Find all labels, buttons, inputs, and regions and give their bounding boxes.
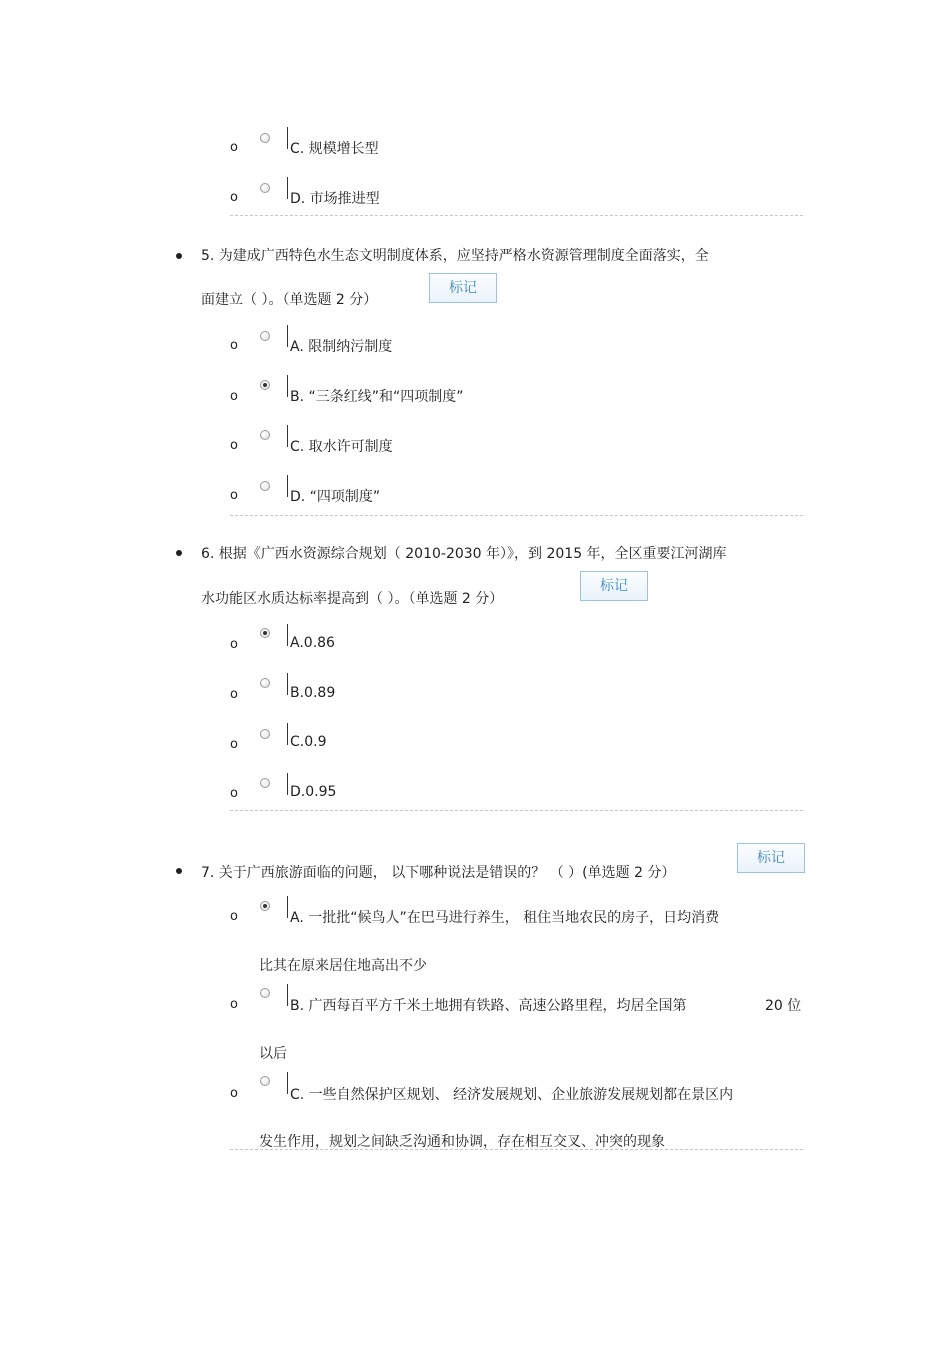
option-divider bbox=[287, 375, 288, 397]
q6-mark-button[interactable]: 标记 bbox=[580, 571, 648, 601]
sub-bullet: o bbox=[230, 1086, 238, 1101]
q7-option-a-label-cont: 比其在原来居住地高出不少 bbox=[259, 958, 427, 974]
option-divider bbox=[287, 673, 288, 695]
sub-bullet: o bbox=[230, 637, 238, 652]
q4-option-c-radio[interactable] bbox=[260, 133, 270, 143]
q5-text-line1: 5. 为建成广西特色水生态文明制度体系，应坚持严格水资源管理制度全面落实，全 bbox=[201, 248, 709, 264]
q5-option-c-label: C. 取水许可制度 bbox=[290, 439, 393, 455]
q5-text-line2: 面建立（ ）。（单选题 2 分） bbox=[201, 292, 378, 308]
q7-option-a-label: A. 一批批“候鸟人”在巴马进行养生， 租住当地农民的房子，日均消费 bbox=[290, 910, 720, 926]
q6-option-b-radio[interactable] bbox=[260, 678, 270, 688]
q5-option-b-label: B. “三条红线”和“四项制度” bbox=[290, 389, 464, 405]
sub-bullet: o bbox=[230, 997, 238, 1012]
option-divider bbox=[287, 1072, 288, 1094]
q6-text-line2: 水功能区水质达标率提高到（ ）。（单选题 2 分） bbox=[201, 591, 504, 607]
option-divider bbox=[287, 773, 288, 795]
q7-option-b-label-cont: 以后 bbox=[259, 1046, 287, 1062]
sub-bullet: o bbox=[230, 909, 238, 924]
q5-option-b-radio[interactable] bbox=[260, 380, 270, 390]
option-divider bbox=[287, 325, 288, 347]
option-divider bbox=[287, 984, 288, 1006]
sub-bullet: o bbox=[230, 190, 238, 205]
question-separator bbox=[230, 215, 803, 216]
q4-option-d-label: D. 市场推进型 bbox=[290, 191, 380, 207]
q6-option-d-label: D.0.95 bbox=[290, 784, 337, 800]
q6-option-c-radio[interactable] bbox=[260, 729, 270, 739]
q7-text-line1: 7. 关于广西旅游面临的问题， 以下哪种说法是错误的？ （ ）(单选题 2 分） bbox=[201, 865, 676, 881]
q4-option-d-radio[interactable] bbox=[260, 183, 270, 193]
q7-option-c-label-cont: 发生作用，规划之间缺乏沟通和协调，存在相互交叉、冲突的现象 bbox=[259, 1134, 665, 1150]
sub-bullet: o bbox=[230, 737, 238, 752]
sub-bullet: o bbox=[230, 438, 238, 453]
q5-option-d-label: D. “四项制度” bbox=[290, 489, 381, 505]
q6-option-d-radio[interactable] bbox=[260, 778, 270, 788]
question-bullet bbox=[176, 868, 182, 874]
question-separator bbox=[230, 515, 803, 516]
option-divider bbox=[287, 896, 288, 918]
option-divider bbox=[287, 127, 288, 149]
q7-mark-button[interactable]: 标记 bbox=[737, 843, 805, 873]
q7-option-c-radio[interactable] bbox=[260, 1076, 270, 1086]
q5-option-d-radio[interactable] bbox=[260, 481, 270, 491]
option-divider bbox=[287, 723, 288, 745]
sub-bullet: o bbox=[230, 687, 238, 702]
q7-option-a-radio[interactable] bbox=[260, 901, 270, 911]
sub-bullet: o bbox=[230, 338, 238, 353]
option-divider bbox=[287, 475, 288, 497]
q7-option-b-label-rank: 20 位 bbox=[765, 998, 802, 1014]
sub-bullet: o bbox=[230, 389, 238, 404]
question-bullet bbox=[176, 253, 182, 259]
q6-option-a-radio[interactable] bbox=[260, 628, 270, 638]
question-separator bbox=[230, 1149, 803, 1150]
q5-option-c-radio[interactable] bbox=[260, 430, 270, 440]
q7-option-b-radio[interactable] bbox=[260, 988, 270, 998]
q7-option-b-label: B. 广西每百平方千米土地拥有铁路、高速公路里程，均居全国第 bbox=[290, 998, 687, 1014]
q5-option-a-radio[interactable] bbox=[260, 331, 270, 341]
question-bullet bbox=[176, 550, 182, 556]
option-divider bbox=[287, 177, 288, 199]
sub-bullet: o bbox=[230, 488, 238, 503]
q6-text-line1: 6. 根据《广西水资源综合规划（ 2010-2030 年）》，到 2015 年，全区重要江河湖库 bbox=[201, 546, 727, 562]
option-divider bbox=[287, 624, 288, 646]
question-separator bbox=[230, 810, 803, 811]
q7-option-c-label: C. 一些自然保护区规划、 经济发展规划、企业旅游发展规划都在景区内 bbox=[290, 1087, 734, 1103]
q5-option-a-label: A. 限制纳污制度 bbox=[290, 339, 393, 355]
option-divider bbox=[287, 425, 288, 447]
sub-bullet: o bbox=[230, 140, 238, 155]
q6-option-c-label: C.0.9 bbox=[290, 734, 327, 750]
q6-option-b-label: B.0.89 bbox=[290, 685, 336, 701]
q6-option-a-label: A.0.86 bbox=[290, 635, 335, 651]
sub-bullet: o bbox=[230, 786, 238, 801]
q5-mark-button[interactable]: 标记 bbox=[429, 273, 497, 303]
q4-option-c-label: C. 规模增长型 bbox=[290, 141, 379, 157]
